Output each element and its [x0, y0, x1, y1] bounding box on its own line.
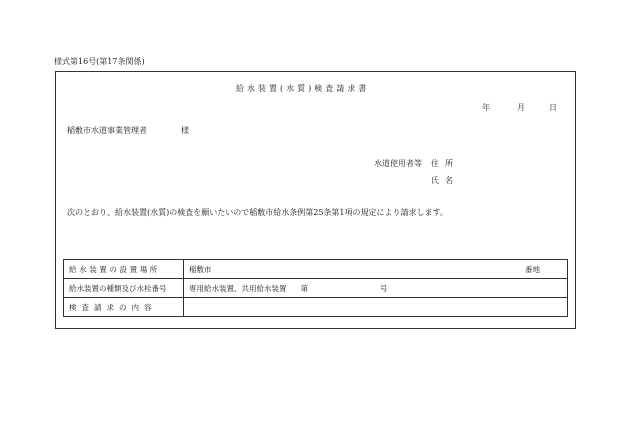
- form-number-label: 様式第16号(第17条関係): [54, 57, 145, 66]
- lot-number-suffix: 番地: [525, 264, 540, 274]
- applicant-label: 水道使用者等: [374, 159, 422, 168]
- installation-location-field[interactable]: [184, 260, 568, 279]
- installation-location-label: 給水装置の設置場所: [64, 260, 184, 279]
- address-label: 住所: [431, 159, 459, 168]
- form-title: 給水装置(水質)検査請求書: [236, 84, 370, 93]
- date-month-label: 月: [517, 103, 525, 112]
- honorific: 様: [181, 126, 189, 135]
- table-row: [64, 279, 568, 298]
- device-type-field[interactable]: [184, 279, 568, 298]
- faucet-number-suffix: 号: [380, 283, 388, 293]
- device-type-label: 給水装置の種類及び水栓番号: [64, 279, 184, 298]
- addressee: 稲敷市水道事業管理者: [67, 126, 147, 135]
- request-statement: 次のとおり、給水装置(水質)の検査を願いたいので稲敷市給水条例第25条第1項の規定により請求します。: [67, 208, 448, 217]
- inspection-request-field[interactable]: [184, 298, 568, 317]
- inspection-request-label: 検査請求の内容: [64, 298, 184, 317]
- date-day-label: 日: [549, 103, 557, 112]
- table-row: [64, 298, 568, 317]
- device-type-value: 専用給水装置、共用給水装置: [189, 283, 287, 293]
- installation-location-value: 稲敷市: [189, 264, 212, 274]
- faucet-number-prefix: 第: [300, 283, 308, 293]
- name-label: 氏名: [431, 176, 459, 185]
- table-row: [64, 260, 568, 279]
- request-details-table: [63, 259, 568, 317]
- date-year-label: 年: [482, 103, 490, 112]
